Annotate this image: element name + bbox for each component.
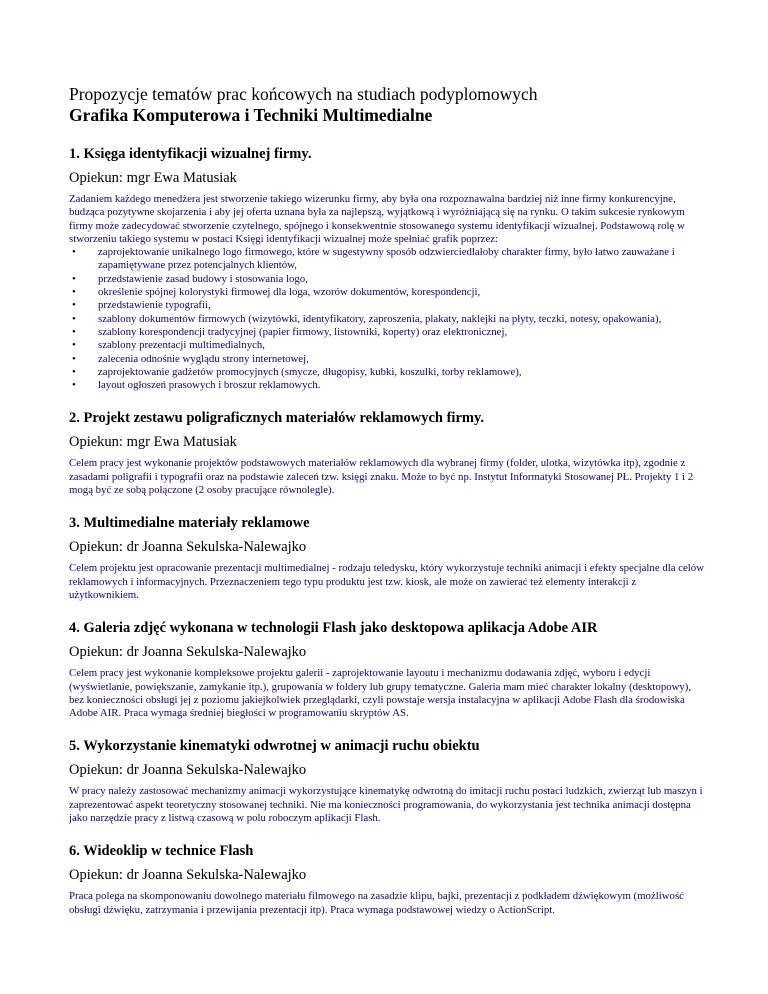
list-item <box>69 246 708 273</box>
document-title-line2: Grafika Komputerowa i Techniki Multimedialne <box>69 105 433 125</box>
section-heading: 1. Księga identyfikacji wizualnej firmy. <box>69 146 312 162</box>
document-title-line1: Propozycje tematów prac końcowych na studiach podyplomowych <box>69 84 538 104</box>
bullet-icon: • <box>72 325 76 338</box>
list-item-text: szablony dokumentów firmowych (wizytówki, identyfikatory, zaproszenia, plakaty, naklejki na płyty, teczki, notesy, opakowania), <box>98 312 662 325</box>
section-supervisor: Opiekun: dr Joanna Sekulska-Nalewajko <box>69 644 307 661</box>
section-supervisor: Opiekun: mgr Ewa Matusiak <box>69 434 237 451</box>
section-body: Zadaniem każdego menedżera jest stworzenie takiego wizerunku firmy, aby była ona rozpoznawalna bardziej niż inne firmy konkurencyjne, budząca pozytywne skojarzenia i aby jej oferta uznana była za najlepszą, wyjątkową i wyróżniającą się na rynku. O takim sukcesie rynkowym firmy może zadecydować stworzenie czytelnego, spójnego i konsekwentnie stosowanego systemu identyfikacji wizualnej. Podstawową rolę w stworzeniu takiego systemu w postaci Księgi identyfikacji wizualnej może spełniać grafik poprzez: <box>69 193 685 245</box>
list-item-text: określenie spójnej kolorystyki firmowej dla loga, wzorów dokumentów, korespondencji, <box>98 286 481 299</box>
section-body: Celem pracy jest wykonanie kompleksowe projektu galerii - zaprojektowanie layoutu i mechanizmu dodawania zdjęć, wyboru i edycji (wyświetlanie, powiększanie, zamykanie itp.), grupowania w foldery lub grupy tematyczne. Galeria mam mieć charakter lokalny (desktopowy), bez konieczności obsługi jej z poziomu jakiejkolwiek przeglądarki, czyli powstaje wersja instalacyjna w aplikacji Adobe Flash dla środowiska Adobe AIR. Praca wymaga średniej biegłości w programowaniu skryptów AS. <box>69 667 692 720</box>
section-6 <box>69 842 708 917</box>
section-heading: 5. Wykorzystanie kinematyki odwrotnej w animacji ruchu obiektu <box>69 738 480 755</box>
list-item-text: szablony korespondencji tradycyjnej (papier firmowy, listowniki, koperty) oraz elektronicznej, <box>98 325 508 338</box>
section-body: Celem pracy jest wykonanie projektów podstawowych materiałów reklamowych dla wybranej firmy (folder, ulotka, wizytówka itp), zgodnie z zasadami poligrafii i typografii oraz na podstawie zaleceń tzw. księgi znaku. Może to być np. Instytut Informatyki Stosowanej PŁ. Projekty 1 i 2 mogą być ze sobą połączone (2 osoby pracujące równolegle). <box>69 457 694 497</box>
section-supervisor: Opiekun: dr Joanna Sekulska-Nalewajko <box>69 762 307 779</box>
section-heading: 6. Wideoklip w technice Flash <box>69 843 254 860</box>
bullet-icon: • <box>72 246 76 259</box>
list-item-text: szablony prezentacji multimedialnych, <box>98 339 265 352</box>
section-supervisor: Opiekun: dr Joanna Sekulska-Nalewajko <box>69 539 307 556</box>
bullet-icon: • <box>72 299 76 312</box>
list-item-text: zalecenia odnośnie wyglądu strony internetowej, <box>98 352 309 365</box>
section-heading: 2. Projekt zestawu poligraficznych materiałów reklamowych firmy. <box>69 410 485 427</box>
section-supervisor: Opiekun: dr Joanna Sekulska-Nalewajko <box>69 867 307 884</box>
bullet-icon: • <box>72 339 76 352</box>
list-item <box>69 366 708 379</box>
section-3 <box>69 514 708 602</box>
section-body: Celem projektu jest opracowanie prezentacji multimedialnej - rodzaju teledysku, który wykorzystuje techniki animacji i efekty specjalne dla celów reklamowych i informacyjnych. Przeznaczeniem tego typu produktu jest tzw. kiosk, ale może on zawierać też elementy interakcji z użytkownikiem. <box>69 562 704 601</box>
section-2 <box>69 409 708 497</box>
list-item <box>69 299 708 312</box>
section-supervisor: Opiekun: mgr Ewa Matusiak <box>69 170 237 186</box>
bullet-icon: • <box>72 365 76 378</box>
list-item-text: przedstawienie zasad budowy i stosowania logo, <box>98 272 308 285</box>
bullet-icon: • <box>72 272 76 285</box>
list-item <box>69 339 708 352</box>
bullet-list <box>69 246 708 392</box>
section-heading: 3. Multimedialne materiały reklamowe <box>69 515 310 532</box>
list-item-text: zaprojektowanie gadżetów promocyjnych (smycze, długopisy, kubki, koszulki, torby reklamowe), <box>98 365 522 378</box>
section-body: W pracy należy zastosować mechanizmy animacji wykorzystujące kinematykę odwrotną do imitacji ruchu postaci ludzkich, zwierząt lub maszyn i zaprezentować aspekt teoretyczny stosowanej techniki. Nie ma konieczności programowania, do wykorzystania jest technika animacji dostępna jako narzędzie pracy z listwą czasową w polu roboczym aplikacji Flash. <box>69 785 703 825</box>
list-item-text: zaprojektowanie unikalnego logo firmowego, które w sugestywny sposób odzwierciedlałoby charakter firmy, było łatwo zauważane i zapamiętywane przez potencjalnych klientów, <box>98 246 675 272</box>
list-item <box>69 313 708 326</box>
list-item <box>69 273 708 286</box>
section-4 <box>69 619 708 720</box>
list-item <box>69 353 708 366</box>
section-body: Praca polega na skomponowaniu dowolnego materiału filmowego na zasadzie klipu, bajki, prezentacji z podkładem dźwiękowym (możliwość obsługi dźwięku, zatrzymania i przewijania prezentacji itp). Praca wymaga podstawowej wiedzy o ActionScript. <box>69 890 684 916</box>
list-item <box>69 379 708 392</box>
bullet-icon: • <box>72 352 76 365</box>
section-5 <box>69 737 708 825</box>
list-item <box>69 286 708 299</box>
bullet-icon: • <box>72 286 76 299</box>
section-1 <box>69 145 708 392</box>
list-item-text: przedstawienie typografii, <box>98 299 211 312</box>
list-item-text: layout ogłoszeń prasowych i broszur reklamowych. <box>98 379 321 392</box>
bullet-icon: • <box>72 379 76 392</box>
list-item <box>69 326 708 339</box>
section-heading: 4. Galeria zdjęć wykonana w technologii Flash jako desktopowa aplikacja Adobe AIR <box>69 620 598 637</box>
bullet-icon: • <box>72 312 76 325</box>
